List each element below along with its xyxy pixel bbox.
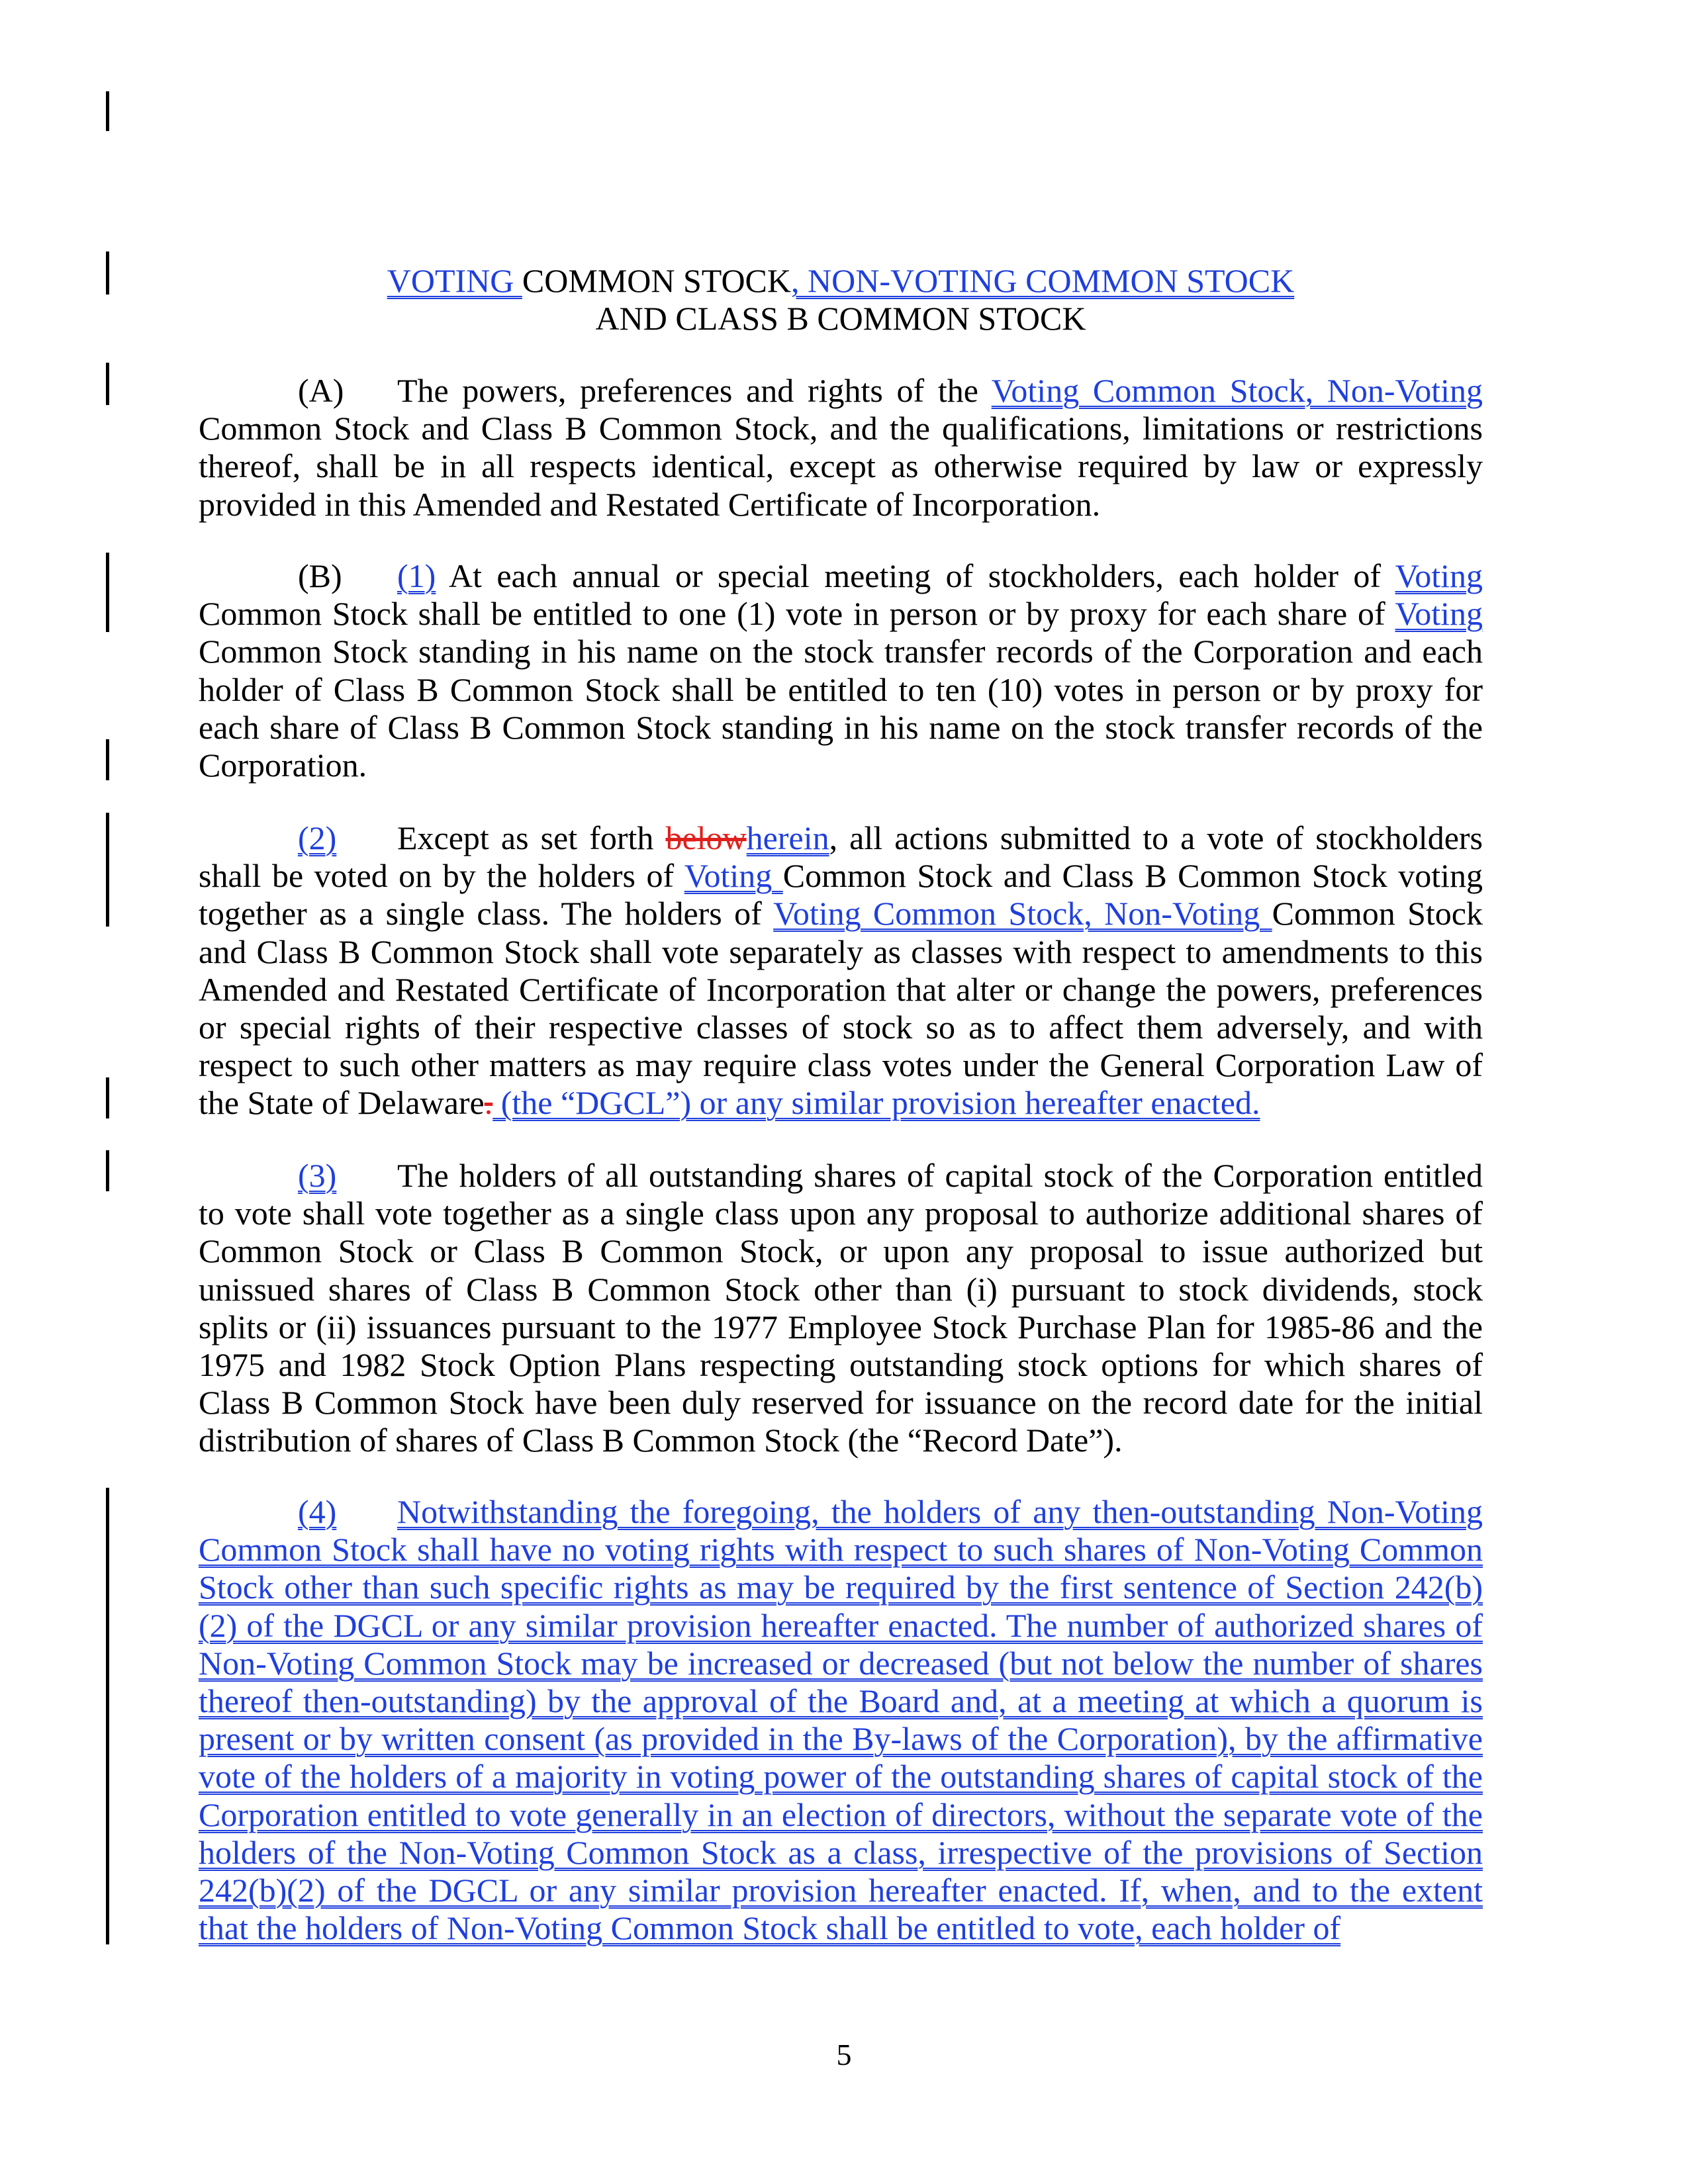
heading-line-1 bbox=[199, 262, 1483, 300]
page-number: 5 bbox=[836, 2038, 852, 2071]
change-bar bbox=[106, 363, 109, 405]
inserted-text: Voting Common Stock, Non-Voting bbox=[773, 895, 1272, 933]
body-text: Common Stock and Class B Common Stock voting together as a single class. The holders of bbox=[199, 857, 1483, 933]
inserted-number: (2) bbox=[298, 819, 337, 856]
change-bar bbox=[106, 813, 109, 927]
inserted-text: VOTING bbox=[387, 262, 522, 299]
body-text: Common Stock and Class B Common Stock, and the qualifications, limitations or restrictions thereof, shall be in all respects identical, except as otherwise required by law or expressly provided in this Amended and Restated Certificate of Incorporation. bbox=[199, 410, 1483, 523]
body-text: The powers, preferences and rights of the bbox=[397, 372, 992, 409]
body-text: , all actions submitted to a vote of stockholders shall be voted on by the holders of bbox=[199, 819, 1483, 895]
section-b3-paragraph bbox=[199, 1157, 1483, 1460]
deleted-text: below bbox=[665, 819, 747, 856]
change-bar bbox=[106, 739, 109, 780]
inserted-text: , NON-VOTING COMMON STOCK bbox=[791, 262, 1295, 299]
change-bar bbox=[106, 251, 109, 295]
document-heading bbox=[199, 262, 1483, 338]
change-bar bbox=[106, 91, 109, 131]
inserted-text: herein bbox=[746, 819, 829, 856]
inserted-text: Notwithstanding the foregoing, the holders of any then-outstanding Non-Voting Common Stock shall have no voting rights with respect to such shares of Non-Voting Common Stock other than such specific rights as may be required by the first sentence of Section 242(b)(2) of the DGCL or any similar provision hereafter enacted. The number of authorized shares of Non-Voting Common Stock may be increased or decreased (but not below the number of shares thereof then-outstanding) by the approval of the Board and, at a meeting at which a quorum is present or by written consent (as provided in the By-laws of the Corporation), by the affirmative vote of the holders of a majority in voting power of the outstanding shares of capital stock of the Corporation entitled to vote generally in an election of directors, without the separate vote of the holders of the Non-Voting Common Stock as a class, irrespective of the provisions of Section 242(b)(2) of the DGCL or any similar provision hereafter enacted. If, when, and to the extent that the holders of Non-Voting Common Stock shall be entitled to vote, each holder of bbox=[199, 1493, 1483, 1947]
change-bar bbox=[106, 1150, 109, 1191]
body-text: The holders of all outstanding shares of capital stock of the Corporation entitled to vote shall vote together as a single class upon any proposal to authorize additional shares of Common Stock or Class B Common Stock, or upon any proposal to issue authorized but unissued shares of Class B Common Stock other than (i) pursuant to stock dividends, stock splits or (ii) issuances pursuant to the 1977 Employee Stock Purchase Plan for 1985-86 and the 1975 and 1982 Stock Option Plans respecting outstanding stock options for which shares of Class B Common Stock have been duly reserved for issuance on the record date for the initial distribution of shares of Class B Common Stock (the “Record Date”). bbox=[199, 1157, 1483, 1459]
section-label: (A) bbox=[298, 372, 344, 409]
section-b4-paragraph bbox=[199, 1493, 1483, 1947]
section-a-paragraph bbox=[199, 372, 1483, 523]
change-bar bbox=[106, 553, 109, 632]
deleted-text: . bbox=[484, 1084, 493, 1122]
section-label: (B) bbox=[298, 557, 342, 594]
inserted-text: Voting bbox=[684, 857, 783, 895]
body-text: Common Stock and Class B Common Stock shall vote separately as classes with respect to amendments to this Amended and Restated Certificate of Incorporation that alter or change the powers, preferences or special rights of their respective classes of stock so as to affect them adversely, and with respect to such other matters as may require class votes under the General Corporation Law of the State of Delaware bbox=[199, 895, 1483, 1122]
inserted-number: (1) bbox=[397, 557, 436, 594]
heading-text: COMMON STOCK bbox=[522, 262, 792, 299]
inserted-text: Voting bbox=[1395, 595, 1483, 633]
inserted-number: (3) bbox=[298, 1157, 337, 1194]
body-text: At each annual or special meeting of stockholders, each holder of bbox=[436, 557, 1395, 594]
section-b2-paragraph bbox=[199, 819, 1483, 1122]
section-b1-paragraph bbox=[199, 557, 1483, 784]
inserted-text: (the “DGCL”) or any similar provision hereafter enacted. bbox=[492, 1084, 1260, 1122]
inserted-number: (4) bbox=[298, 1493, 337, 1530]
change-bar bbox=[106, 1488, 109, 1944]
inserted-text: Voting bbox=[1395, 557, 1483, 594]
change-bar bbox=[106, 1077, 109, 1118]
inserted-text: Voting Common Stock, Non-Voting bbox=[991, 372, 1483, 409]
body-text: Common Stock standing in his name on the stock transfer records of the Corporation and each holder of Class B Common Stock shall be entitled to ten (10) votes in person or by proxy for each share of Class B Common Stock standing in his name on the stock transfer records of the Corporation. bbox=[199, 633, 1483, 784]
body-text: Common Stock shall be entitled to one (1) vote in person or by proxy for each share of bbox=[199, 595, 1395, 633]
body-text: Except as set forth bbox=[397, 819, 666, 856]
heading-line-2: AND CLASS B COMMON STOCK bbox=[595, 300, 1086, 337]
